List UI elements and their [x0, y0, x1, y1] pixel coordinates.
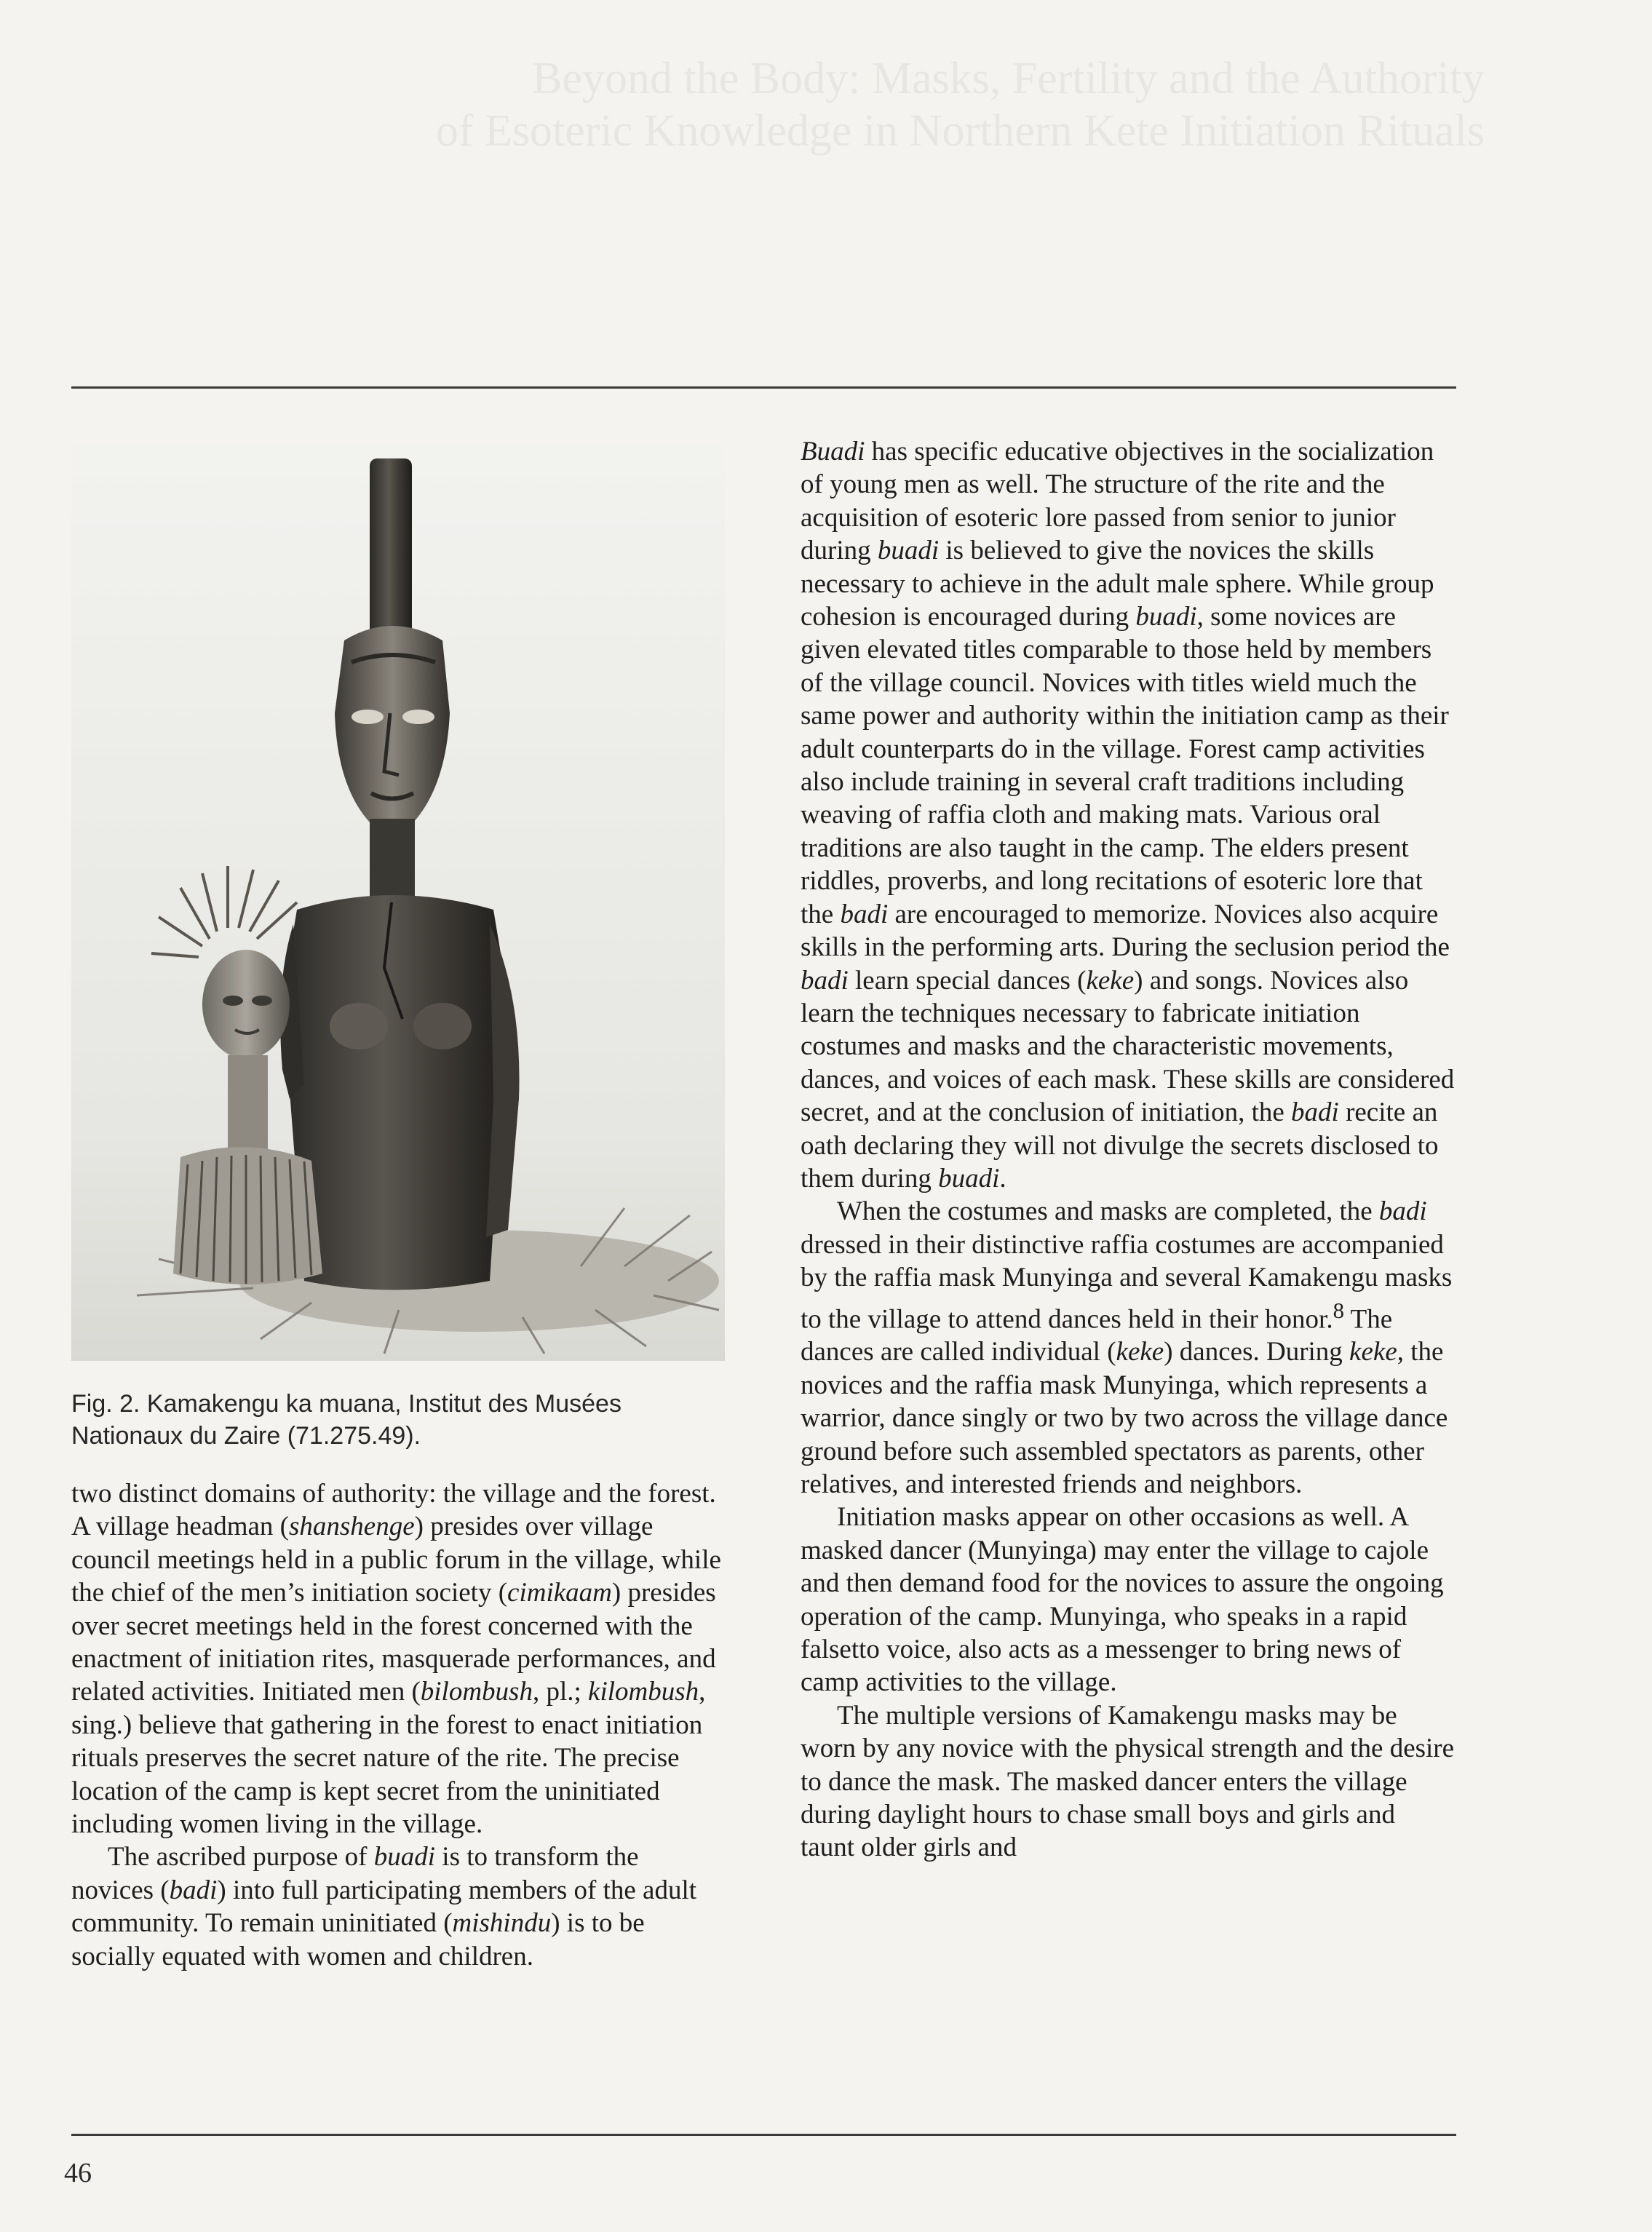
bleed-through-line: of Esoteric Knowledge in Northern Kete Initiation Rituals: [435, 106, 1485, 156]
paragraph: [801, 1195, 1456, 1501]
bleed-through-line: Beyond the Body: Masks, Fertility and the Authority: [532, 54, 1485, 103]
bottom-rule: [71, 2134, 1456, 2136]
caption-line: Nationaux du Zaire (71.275.49).: [71, 1422, 421, 1450]
paragraph: [71, 1477, 726, 1840]
text-run: The multiple versions of Kamakengu masks may be worn by any novice with the physical strength and the desire to dance the mask. The masked dancer enters the village during daylight hours to chase small boys and girls and taunt older girls and: [801, 1700, 1455, 1863]
italic-term: keke: [1086, 965, 1135, 996]
text-run: Initiation masks appear on other occasions as well. A masked dancer (Munyinga) may enter the village to cajole and then demand food for the novices to assure the ongoing operation of the camp. Munyinga, who speaks in a rapid falsetto voice, also acts as a messenger to bring news of camp activities to the village.: [801, 1502, 1444, 1698]
text-run: ) and songs. Novices also learn the techniques necessary to fabricate initiation costumes and masks and the characteristic movements, dances, and voices of each mask. These skills are considered secret, and at the conclusion of initiation, the: [801, 965, 1455, 1128]
italic-term: buadi: [1135, 602, 1197, 632]
text-run: learn special dances (: [848, 965, 1087, 996]
text-run: When the costumes and masks are completed, the: [837, 1196, 1379, 1227]
italic-term: buadi: [877, 536, 940, 566]
caption-line: Fig. 2. Kamakengu ka muana, Institut des Musées: [71, 1390, 622, 1418]
bleed-through-text: [408, 52, 1485, 157]
text-run: has specific educative objectives in the socialization of young men as well. The structure of the rite and the acquisition of esoteric lore passed from senior to junior during: [801, 437, 1434, 566]
paragraph: [801, 435, 1456, 1195]
text-run: .: [999, 1163, 1006, 1194]
text-run: are encouraged to memorize. Novices also acquire skills in the performing arts. During the seclusion period the: [801, 899, 1450, 963]
text-run: , the novices and the raffia mask Munyinga, which represents a warrior, dance singly or two by two across the village dance ground before such assembled spectators as parents, other relatives, and interested friends and neighbors.: [801, 1337, 1448, 1499]
top-rule: [71, 386, 1456, 389]
italic-term: kilombush: [588, 1677, 699, 1707]
paragraph: [801, 1699, 1456, 1864]
paragraph: [801, 1501, 1456, 1699]
italic-term: badi: [169, 1875, 218, 1905]
text-run: ) into full participating members of the adult community. To remain uninitiated (: [71, 1875, 697, 1939]
right-column: [801, 435, 1456, 1864]
italic-term: badi: [801, 965, 849, 996]
figure-photograph: [71, 444, 725, 1361]
paragraph: [71, 1840, 726, 1973]
sculpture-image: [71, 444, 725, 1361]
text-run: , sing.) believe that gathering in the forest to enact initiation rituals preserves the secret nature of the rite. The precise location of the camp is kept secret from the uninitiated including women living in the village.: [71, 1677, 706, 1840]
italic-term: badi: [840, 899, 889, 929]
italic-term: keke: [1349, 1337, 1397, 1367]
text-run: ) presides over secret meetings held in the forest concerned with the enactment of initiation rites, masquerade performances, and related activities. Initiated men (: [71, 1578, 716, 1707]
text-run: ) dances. During: [1164, 1337, 1350, 1367]
italic-term: bilombush: [420, 1677, 533, 1707]
italic-term: keke: [1116, 1337, 1164, 1367]
italic-term: buadi: [938, 1163, 1000, 1194]
text-run: two distinct domains of authority: the village and the forest. A village headman (: [71, 1479, 716, 1542]
italic-term: mishindu: [452, 1908, 552, 1939]
text-run: recite an oath declaring they will not divulge the secrets disclosed to them during: [801, 1097, 1439, 1194]
page-number: 46: [64, 2158, 92, 2188]
italic-term: badi: [1291, 1097, 1339, 1128]
text-run: , some novices are given elevated titles comparable to those held by members of the village council. Novices with titles wield much the same power and authority within the initiation camp as their adult counterparts do in the village. Forest camp activities also include training in several craft traditions including weaving of raffia cloth and making mats. Various oral traditions are also taught in the camp. The elders present riddles, proverbs, and long recitations of esoteric lore that the: [801, 602, 1449, 929]
text-run: ) presides over village council meetings held in a public forum in the village, while the chief of the men’s initiation society (: [71, 1512, 721, 1608]
footnote-marker: 8: [1333, 1298, 1345, 1323]
italic-term: Buadi: [801, 437, 865, 466]
text-run: ) is to be socially equated with women and children.: [71, 1908, 645, 1971]
text-run: is believed to give the novices the skills necessary to achieve in the adult male sphere. While group cohesion is encouraged during: [801, 536, 1434, 632]
figure-caption: [71, 1388, 726, 1452]
italic-term: shanshenge: [288, 1512, 415, 1542]
text-run: The dances are called individual (: [801, 1303, 1393, 1367]
text-run: The ascribed purpose of: [108, 1842, 374, 1872]
italic-term: buadi: [373, 1842, 436, 1872]
italic-term: cimikaam: [507, 1578, 612, 1608]
left-column: [71, 1477, 726, 1973]
text-run: , pl.;: [532, 1677, 589, 1707]
italic-term: badi: [1378, 1196, 1427, 1227]
text-run: dressed in their distinctive raffia costumes are accompanied by the raffia mask Munyinga and several Kamakengu masks to the village to attend dances held in their honor.: [801, 1229, 1453, 1334]
text-run: is to transform the novices (: [71, 1842, 639, 1905]
